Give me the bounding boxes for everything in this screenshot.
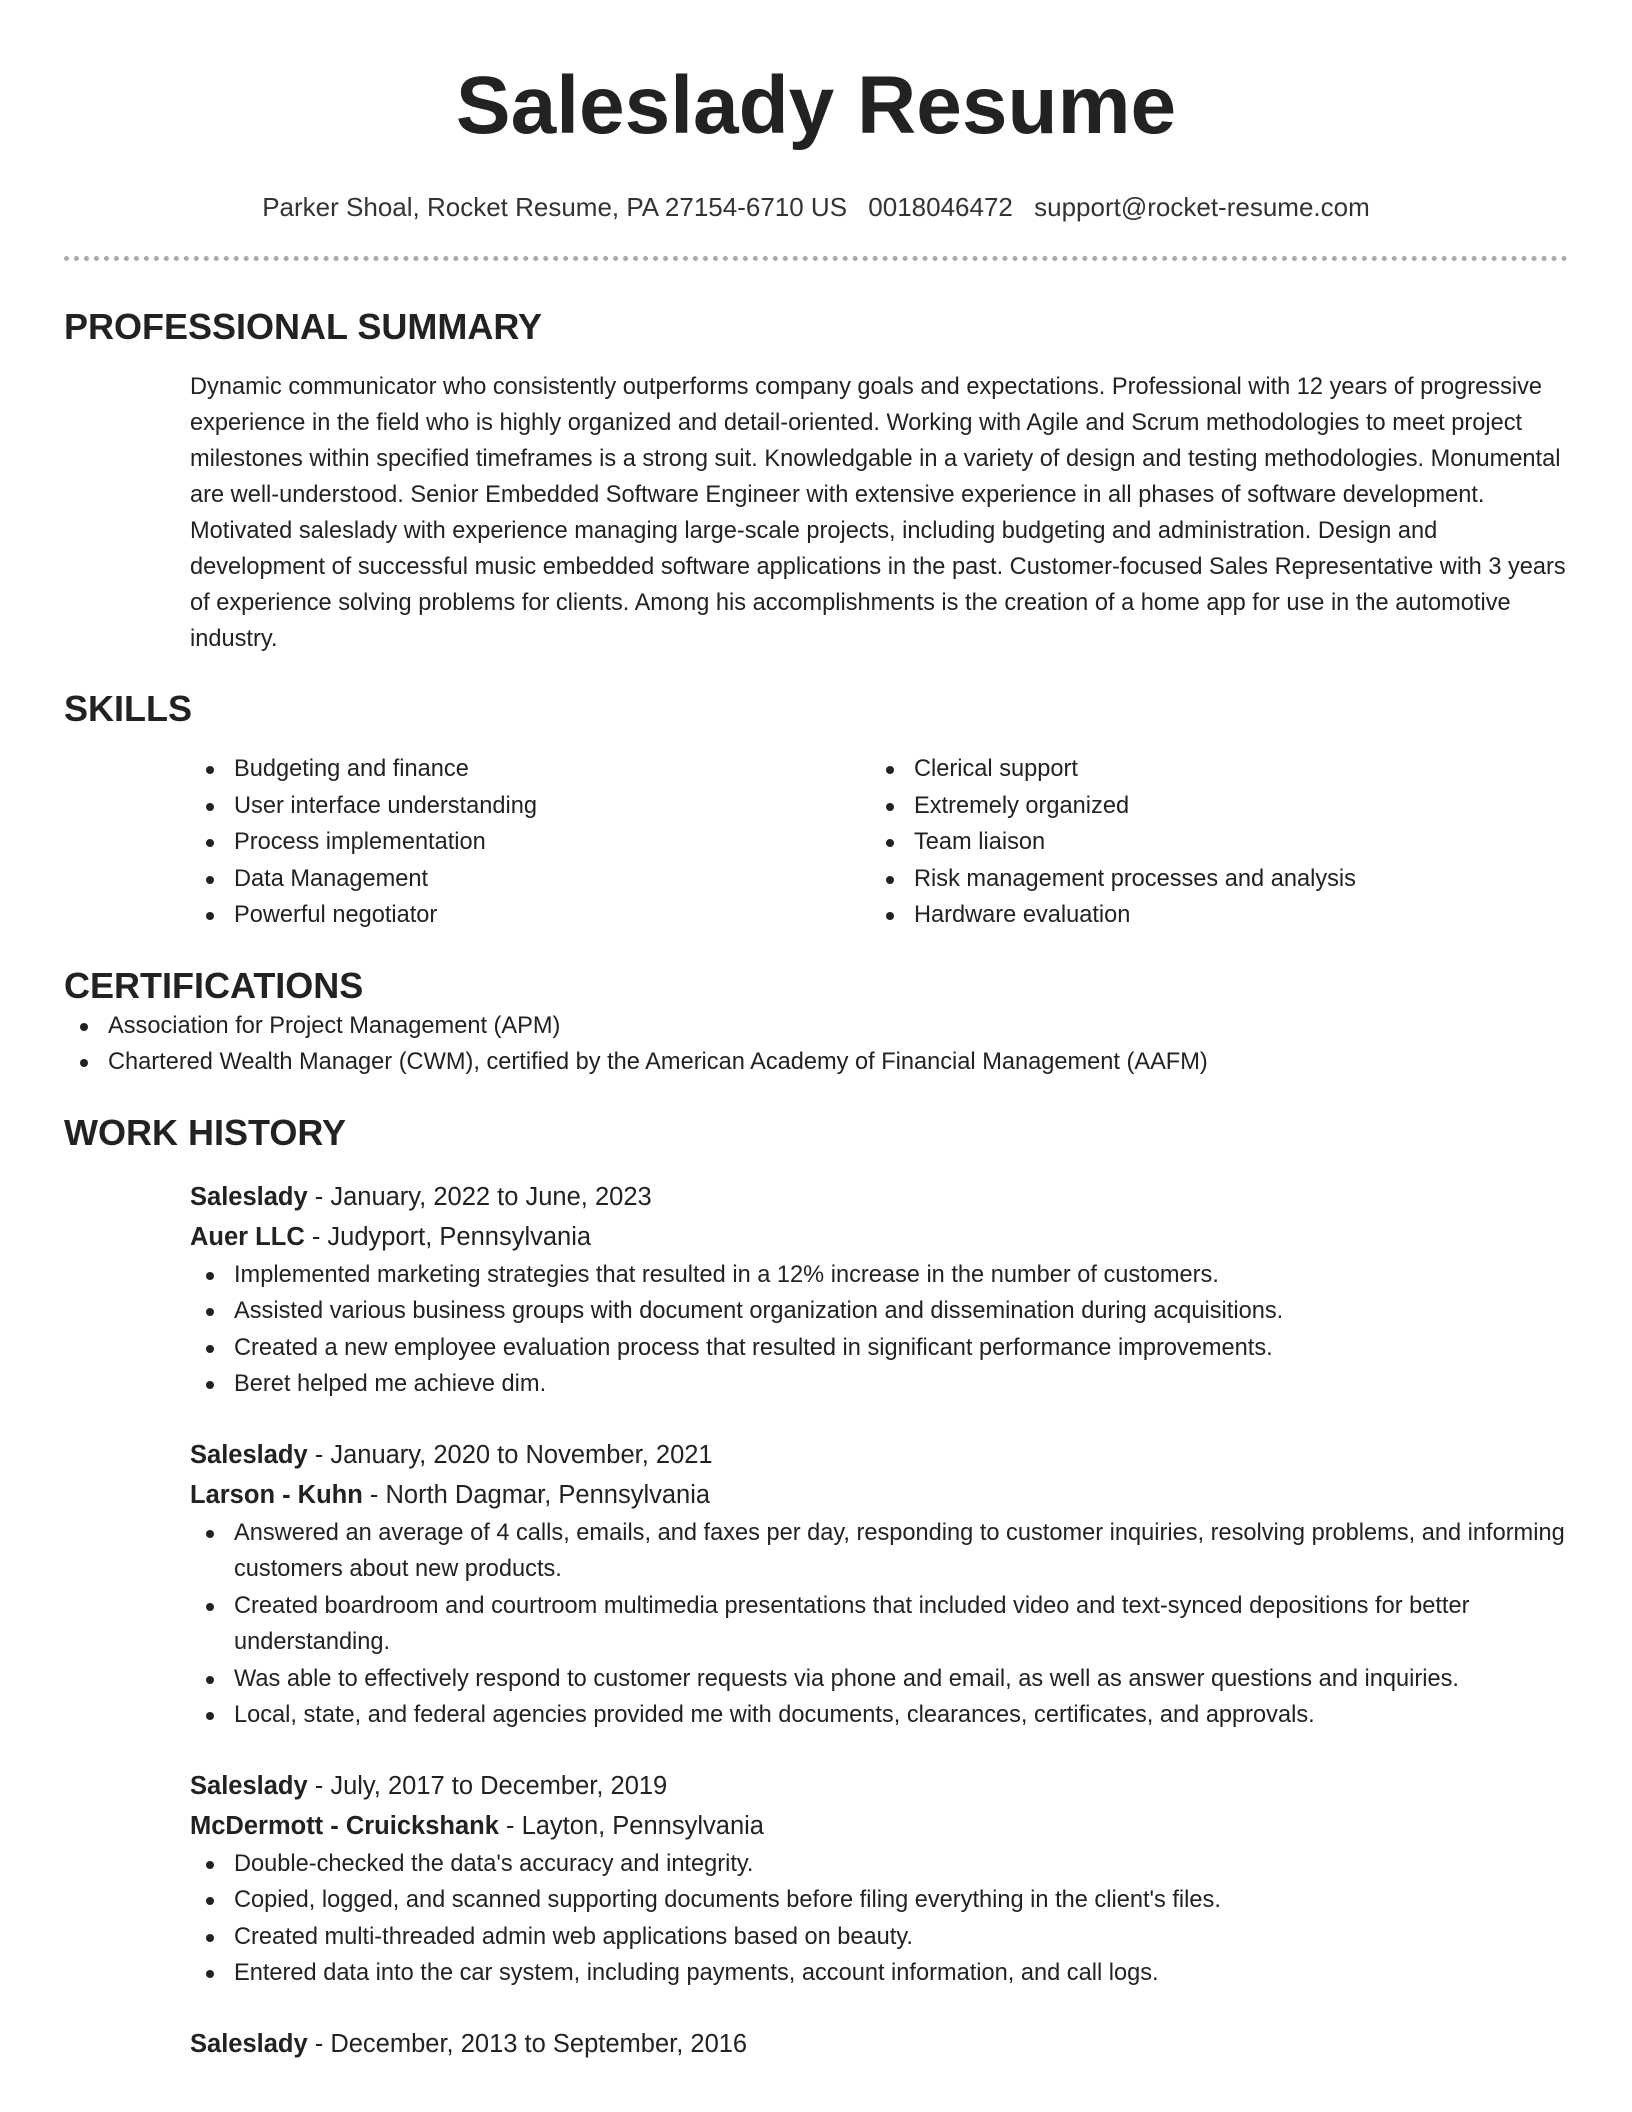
skills-list-left: [190, 751, 870, 934]
job-location: - Judyport, Pennsylvania: [304, 1222, 592, 1251]
skill-item: Clerical support: [870, 751, 1550, 788]
skills-column-right: [870, 751, 1550, 934]
job-entry: [190, 1177, 1568, 1403]
job-dates: - December, 2013 to September, 2016: [307, 2029, 748, 2058]
summary-heading: PROFESSIONAL SUMMARY: [64, 306, 543, 347]
job-dates: - July, 2017 to December, 2019: [307, 1771, 668, 1800]
skills-heading: SKILLS: [64, 688, 193, 729]
job-title-line: [190, 2024, 1568, 2064]
skills-section: [64, 687, 1568, 934]
summary-section: [64, 305, 1568, 657]
certifications-section: [64, 964, 1568, 1081]
job-dates: - January, 2020 to November, 2021: [307, 1440, 713, 1469]
skills-grid: [190, 751, 1568, 934]
job-location: - North Dagmar, Pennsylvania: [362, 1480, 711, 1509]
job-company-line: [190, 1475, 1568, 1515]
summary-text: Dynamic communicator who consistently outperforms company goals and expectations. Professional with 12 years of progressive experience in the field who is highly organized and detail-oriented. Working with Agile and Scrum methodologies to meet project milestones within specified timeframes is a strong suit. Knowledgable in a variety of design and testing methodologies. Monumental are well-understood. Senior Embedded Software Engineer with extensive experience in all phases of software development. Motivated saleslady with experience managing large-scale projects, including budgeting and administration. Design and development of successful music embedded software applications in the past. Customer-focused Sales Representative with 3 years of experience solving problems for clients. Among his accomplishments is the creation of a home app for use in the automotive industry.: [190, 374, 1566, 652]
job-duty-item: Double-checked the data's accuracy and integrity.: [190, 1846, 1568, 1883]
contact-phone: 0018046472: [868, 192, 1013, 222]
job-duty-item: Created boardroom and courtroom multimedia presentations that included video and text-synced depositions for better understanding.: [190, 1588, 1568, 1661]
job-duties-list: [190, 1846, 1568, 1992]
skill-item: Budgeting and finance: [190, 751, 870, 788]
job-dates: - January, 2022 to June, 2023: [307, 1182, 652, 1211]
skill-item: Process implementation: [190, 824, 870, 861]
skill-item: Team liaison: [870, 824, 1550, 861]
job-duty-item: Entered data into the car system, including payments, account information, and call logs.: [190, 1955, 1568, 1992]
job-title-line: [190, 1177, 1568, 1217]
certification-item: Chartered Wealth Manager (CWM), certified by the American Academy of Financial Management (AAFM): [64, 1044, 1568, 1081]
skill-item: User interface understanding: [190, 788, 870, 825]
job-duty-item: Created multi-threaded admin web applications based on beauty.: [190, 1919, 1568, 1956]
job-title: Saleslady: [190, 1182, 308, 1211]
certifications-list: [64, 1008, 1568, 1081]
skills-column-left: [190, 751, 870, 934]
certification-item: Association for Project Management (APM): [64, 1008, 1568, 1045]
job-duty-item: Answered an average of 4 calls, emails, and faxes per day, responding to customer inquiries, resolving problems, and informing customers about new products.: [190, 1515, 1568, 1588]
job-company-line: [190, 1806, 1568, 1846]
certifications-heading: CERTIFICATIONS: [64, 964, 364, 1006]
job-company: Larson - Kuhn: [190, 1480, 363, 1509]
work-history-section: [64, 1111, 1568, 2064]
job-duty-item: Copied, logged, and scanned supporting documents before filing everything in the client's files.: [190, 1882, 1568, 1919]
contact-line: [64, 190, 1568, 224]
job-entry: [190, 1435, 1568, 1734]
job-duties-list: [190, 1257, 1568, 1403]
job-duty-item: Created a new employee evaluation process that resulted in significant performance improvements.: [190, 1330, 1568, 1367]
job-company-line: [190, 1217, 1568, 1257]
job-company: McDermott - Cruickshank: [190, 1811, 499, 1840]
skill-item: Risk management processes and analysis: [870, 861, 1550, 898]
job-duty-item: Implemented marketing strategies that resulted in a 12% increase in the number of customers.: [190, 1257, 1568, 1294]
job-duties-list: [190, 1515, 1568, 1734]
job-title: Saleslady: [190, 1440, 308, 1469]
contact-email: support@rocket-resume.com: [1034, 192, 1370, 222]
skill-item: Extremely organized: [870, 788, 1550, 825]
job-title-line: [190, 1435, 1568, 1475]
job-entry: [190, 2024, 1568, 2064]
contact-address: Parker Shoal, Rocket Resume, PA 27154-6710 US: [262, 192, 848, 222]
job-title-line: [190, 1766, 1568, 1806]
job-duty-item: Assisted various business groups with document organization and dissemination during acquisitions.: [190, 1293, 1568, 1330]
job-title: Saleslady: [190, 1771, 308, 1800]
job-location: - Layton, Pennsylvania: [498, 1811, 764, 1840]
job-duty-item: Was able to effectively respond to customer requests via phone and email, as well as answer questions and inquiries.: [190, 1661, 1568, 1698]
skill-item: Data Management: [190, 861, 870, 898]
skill-item: Powerful negotiator: [190, 897, 870, 934]
skill-item: Hardware evaluation: [870, 897, 1550, 934]
job-duty-item: Beret helped me achieve dim.: [190, 1366, 1568, 1403]
resume-title: Saleslady Resume: [455, 60, 1177, 151]
header-divider: [64, 256, 1568, 261]
skills-list-right: [870, 751, 1550, 934]
job-company: Auer LLC: [190, 1222, 305, 1251]
work-history-heading: WORK HISTORY: [64, 1111, 347, 1153]
job-duty-item: Local, state, and federal agencies provided me with documents, clearances, certificates, and approvals.: [190, 1697, 1568, 1734]
job-title: Saleslady: [190, 2029, 308, 2058]
job-entry: [190, 1766, 1568, 1992]
